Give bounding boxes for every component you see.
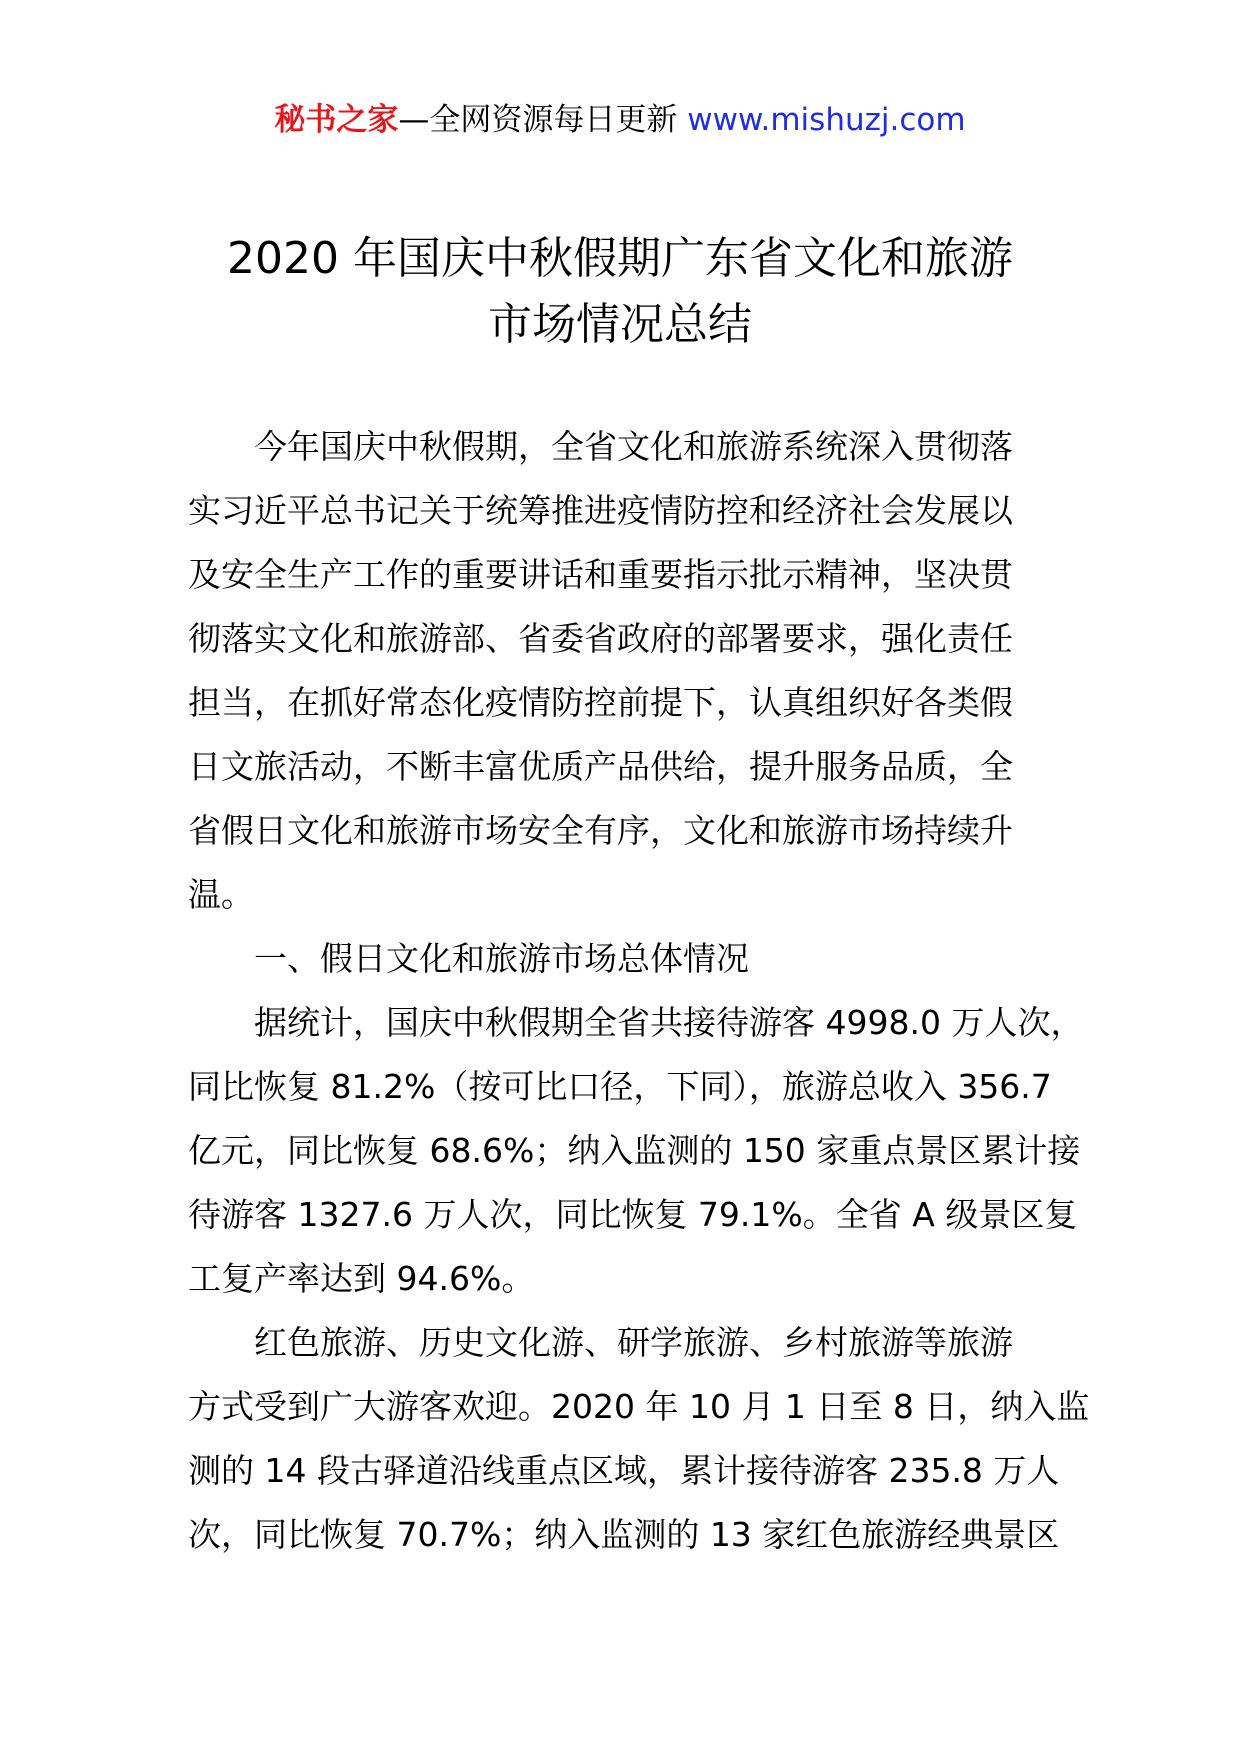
paragraph-line: 同比恢复 81.2%（按可比口径，下同），旅游总收入 356.7 xyxy=(188,1067,1052,1106)
paragraph-line: 日文旅活动，不断丰富优质产品供给，提升服务品质，全 xyxy=(188,747,1013,786)
paragraph-line: 待游客 1327.6 万人次，同比恢复 79.1%。全省 A 级景区复 xyxy=(188,1195,1078,1234)
paragraph-line: 温。 xyxy=(188,875,254,914)
site-brand: 秘书之家 xyxy=(274,102,399,138)
title-line-2: 市场情况总结 xyxy=(488,299,752,350)
paragraph-line: 担当，在抓好常态化疫情防控前提下，认真组织好各类假 xyxy=(188,683,1013,722)
paragraph-line: 省假日文化和旅游市场安全有序，文化和旅游市场持续升 xyxy=(188,811,1013,850)
site-header xyxy=(0,100,1240,140)
paragraph-line: 工复产率达到 94.6%。 xyxy=(188,1259,535,1298)
paragraph-line: 红色旅游、历史文化游、研学旅游、乡村旅游等旅游 xyxy=(254,1323,1013,1362)
paragraph-line: 今年国庆中秋假期，全省文化和旅游系统深入贯彻落 xyxy=(254,427,1013,466)
paragraph-line: 据统计，国庆中秋假期全省共接待游客 4998.0 万人次， xyxy=(254,1003,1084,1042)
document-body xyxy=(188,415,1090,1567)
paragraph-line: 测的 14 段古驿道沿线重点区域，累计接待游客 235.8 万人 xyxy=(188,1451,1060,1490)
section-heading: 一、假日文化和旅游市场总体情况 xyxy=(254,939,749,978)
site-tagline: —全网资源每日更新 xyxy=(398,102,688,138)
site-url-link[interactable]: www.mishuzj.com xyxy=(687,102,966,138)
paragraph-line: 次，同比恢复 70.7%；纳入监测的 13 家红色旅游经典景区 xyxy=(188,1515,1060,1554)
title-line-1: 2020 年国庆中秋假期广东省文化和旅游 xyxy=(227,233,1013,284)
paragraph-line: 亿元，同比恢复 68.6%；纳入监测的 150 家重点景区累计接 xyxy=(188,1131,1081,1170)
paragraph-line: 实习近平总书记关于统筹推进疫情防控和经济社会发展以 xyxy=(188,491,1013,530)
paragraph-line: 方式受到广大游客欢迎。2020 年 10 月 1 日至 8 日，纳入监 xyxy=(188,1387,1090,1426)
paragraph-line: 彻落实文化和旅游部、省委省政府的部署要求，强化责任 xyxy=(188,619,1013,658)
document-title xyxy=(0,226,1240,358)
paragraph-line: 及安全生产工作的重要讲话和重要指示批示精神，坚决贯 xyxy=(188,555,1013,594)
